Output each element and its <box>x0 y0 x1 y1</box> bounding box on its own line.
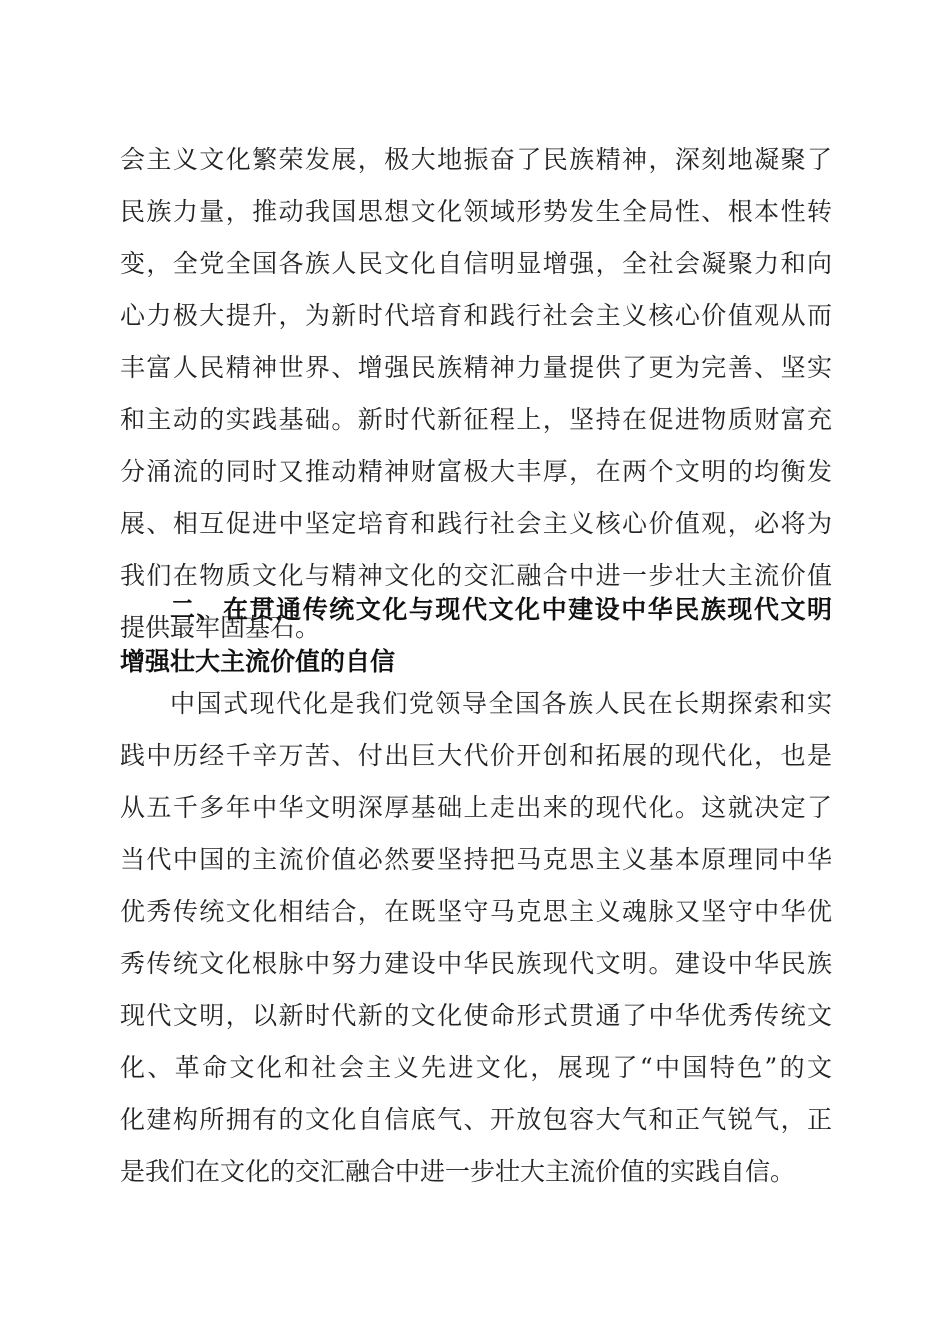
section-2-heading <box>120 584 832 688</box>
paragraph-2-line: 从五千多年中华文明深厚基础上走出来的现代化。这就决定了 <box>120 793 832 822</box>
paragraph-2-line: 践中历经千辛万苦、付出巨大代价开创和拓展的现代化，也是 <box>120 741 832 770</box>
paragraph-2-line: 化、革命文化和社会主义先进文化，展现了“中国特色”的文 <box>120 1053 832 1082</box>
paragraph-1-line: 提供最牢固基石。 <box>120 613 321 642</box>
paragraph-1-line: 变，全党全国各族人民文化自信明显增强，全社会凝聚力和向 <box>120 249 832 278</box>
section-2-heading-line: 二、在贯通传统文化与现代文化中建设中华民族现代文明 <box>170 595 832 624</box>
paragraph-2-line: 现代文明，以新时代新的文化使命形式贯通了中华优秀传统文 <box>120 1001 832 1030</box>
paragraph-1-line: 丰富人民精神世界、增强民族精神力量提供了更为完善、坚实 <box>120 353 832 382</box>
paragraph-2 <box>120 678 832 1198</box>
paragraph-1-line: 和主动的实践基础。新时代新征程上，坚持在促进物质财富充 <box>120 405 832 434</box>
paragraph-1-line: 会主义文化繁荣发展，极大地振奋了民族精神，深刻地凝聚了 <box>120 145 832 174</box>
paragraph-2-line: 当代中国的主流价值必然要坚持把马克思主义基本原理同中华 <box>120 845 832 874</box>
section-2-heading-line: 增强壮大主流价值的自信 <box>120 647 396 676</box>
paragraph-2-line: 是我们在文化的交汇融合中进一步壮大主流价值的实践自信。 <box>120 1157 796 1186</box>
paragraph-2-line: 中国式现代化是我们党领导全国各族人民在长期探索和实 <box>170 689 832 718</box>
paragraph-1-line: 展、相互促进中坚定培育和践行社会主义核心价值观，必将为 <box>120 509 832 538</box>
paragraph-2-line: 秀传统文化根脉中努力建设中华民族现代文明。建设中华民族 <box>120 949 832 978</box>
paragraph-1-line: 民族力量，推动我国思想文化领域形势发生全局性、根本性转 <box>120 197 832 226</box>
paragraph-2-line: 化建构所拥有的文化自信底气、开放包容大气和正气锐气，正 <box>120 1105 832 1134</box>
paragraph-1-line: 我们在物质文化与精神文化的交汇融合中进一步壮大主流价值 <box>120 561 832 590</box>
paragraph-1-line: 分涌流的同时又推动精神财富极大丰厚，在两个文明的均衡发 <box>120 457 832 486</box>
paragraph-2-line: 优秀传统文化相结合，在既坚守马克思主义魂脉又坚守中华优 <box>120 897 832 926</box>
paragraph-1 <box>120 134 832 654</box>
paragraph-1-line: 心力极大提升，为新时代培育和践行社会主义核心价值观从而 <box>120 301 832 330</box>
